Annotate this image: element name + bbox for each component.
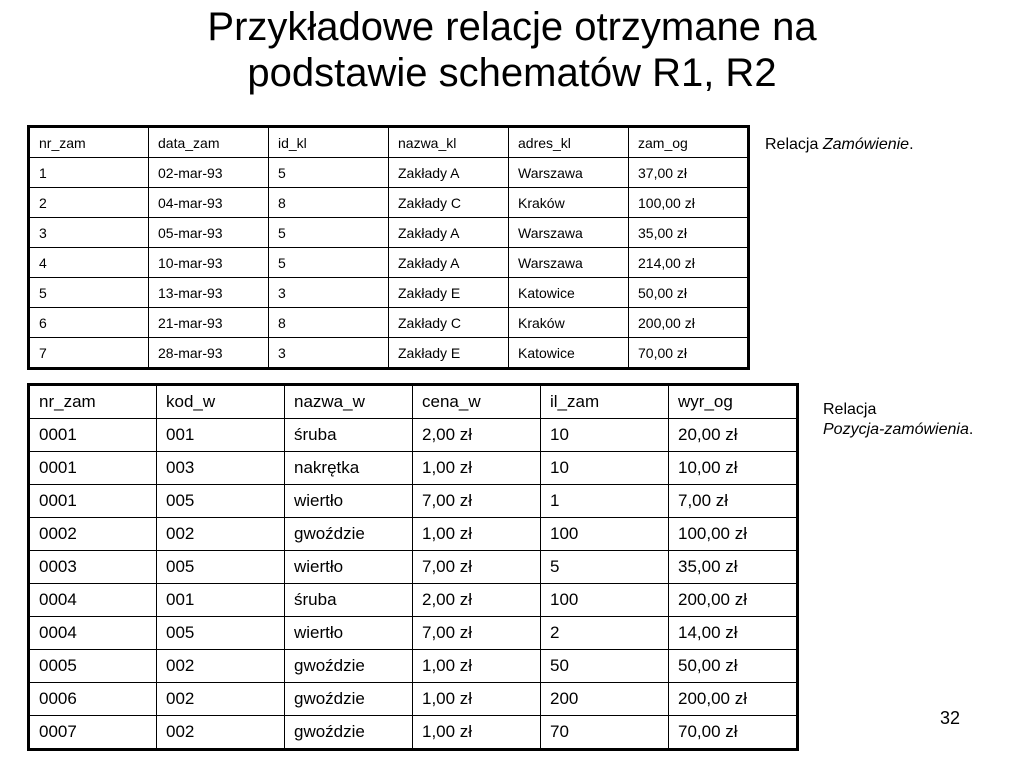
caption-zamowienie bbox=[765, 135, 914, 155]
column-header: adres_kl bbox=[509, 127, 629, 158]
table-cell: 1,00 zł bbox=[413, 650, 541, 683]
table-cell: 0004 bbox=[29, 584, 157, 617]
table-header-row bbox=[29, 385, 798, 419]
table-cell: 20,00 zł bbox=[669, 419, 798, 452]
table-cell: 002 bbox=[157, 683, 285, 716]
table-cell: 003 bbox=[157, 452, 285, 485]
table-cell: 0001 bbox=[29, 452, 157, 485]
table-cell: 35,00 zł bbox=[669, 551, 798, 584]
table-row bbox=[29, 584, 798, 617]
table-cell: Zakłady C bbox=[389, 188, 509, 218]
slide-title-line-1: Przykładowe relacje otrzymane na bbox=[207, 5, 817, 49]
column-header: nr_zam bbox=[29, 385, 157, 419]
caption-pozycja-prefix: Relacja bbox=[823, 401, 877, 418]
table-cell: 0004 bbox=[29, 617, 157, 650]
table-row bbox=[29, 308, 749, 338]
table-cell: 5 bbox=[29, 278, 149, 308]
column-header: cena_w bbox=[413, 385, 541, 419]
table-cell: Katowice bbox=[509, 278, 629, 308]
table-cell: Zakłady A bbox=[389, 248, 509, 278]
table-cell: gwoździe bbox=[285, 650, 413, 683]
table-cell: 10-mar-93 bbox=[149, 248, 269, 278]
table-zamowienie-body bbox=[29, 127, 749, 369]
table-cell: 002 bbox=[157, 518, 285, 551]
table-cell: 200,00 zł bbox=[669, 683, 798, 716]
table-cell: 200 bbox=[541, 683, 669, 716]
table-cell: gwoździe bbox=[285, 683, 413, 716]
table-cell: 04-mar-93 bbox=[149, 188, 269, 218]
table-cell: Kraków bbox=[509, 308, 629, 338]
table-cell: 10 bbox=[541, 452, 669, 485]
table-cell: 1,00 zł bbox=[413, 452, 541, 485]
table-cell: 5 bbox=[269, 218, 389, 248]
caption-zamowienie-prefix: Relacja bbox=[765, 136, 823, 153]
table-cell: 1,00 zł bbox=[413, 518, 541, 551]
table-row bbox=[29, 158, 749, 188]
column-header: il_zam bbox=[541, 385, 669, 419]
slide-title-line-2: podstawie schematów R1, R2 bbox=[247, 51, 777, 95]
table-cell: 100 bbox=[541, 584, 669, 617]
table-cell: Warszawa bbox=[509, 158, 629, 188]
table-row bbox=[29, 518, 798, 551]
table-cell: 4 bbox=[29, 248, 149, 278]
table-header-row bbox=[29, 127, 749, 158]
table-cell: 28-mar-93 bbox=[149, 338, 269, 369]
table-cell: 7 bbox=[29, 338, 149, 369]
table-cell: Warszawa bbox=[509, 218, 629, 248]
table-cell: 3 bbox=[29, 218, 149, 248]
column-header: nr_zam bbox=[29, 127, 149, 158]
table-cell: Zakłady E bbox=[389, 278, 509, 308]
table-cell: 6 bbox=[29, 308, 149, 338]
table-cell: 35,00 zł bbox=[629, 218, 749, 248]
page-number: 32 bbox=[940, 708, 961, 728]
table-cell: 005 bbox=[157, 485, 285, 518]
table-cell: 1 bbox=[29, 158, 149, 188]
table-cell: 001 bbox=[157, 584, 285, 617]
table-cell: Kraków bbox=[509, 188, 629, 218]
table-row bbox=[29, 278, 749, 308]
table-cell: 0002 bbox=[29, 518, 157, 551]
caption-pozycja-zamowienia bbox=[823, 400, 973, 440]
caption-pozycja-name: Pozycja-zamówienia bbox=[823, 421, 969, 438]
table-zamowienie bbox=[27, 125, 750, 370]
column-header: zam_og bbox=[629, 127, 749, 158]
column-header: nazwa_kl bbox=[389, 127, 509, 158]
table-cell: Katowice bbox=[509, 338, 629, 369]
table-cell: 02-mar-93 bbox=[149, 158, 269, 188]
table-cell: 1,00 zł bbox=[413, 683, 541, 716]
table-cell: 13-mar-93 bbox=[149, 278, 269, 308]
table-cell: 200,00 zł bbox=[629, 308, 749, 338]
table-cell: Zakłady E bbox=[389, 338, 509, 369]
table-row bbox=[29, 485, 798, 518]
table-cell: 3 bbox=[269, 278, 389, 308]
column-header: kod_w bbox=[157, 385, 285, 419]
table-cell: 0001 bbox=[29, 419, 157, 452]
table-cell: 1 bbox=[541, 485, 669, 518]
table-row bbox=[29, 650, 798, 683]
table-cell: 0003 bbox=[29, 551, 157, 584]
table-cell: 002 bbox=[157, 716, 285, 750]
table-cell: 0005 bbox=[29, 650, 157, 683]
table-cell: 0001 bbox=[29, 485, 157, 518]
table-cell: Zakłady A bbox=[389, 158, 509, 188]
column-header: data_zam bbox=[149, 127, 269, 158]
table-row bbox=[29, 452, 798, 485]
table-cell: wiertło bbox=[285, 485, 413, 518]
table-cell: 001 bbox=[157, 419, 285, 452]
caption-zamowienie-name: Zamówienie bbox=[822, 136, 910, 153]
caption-pozycja-suffix: . bbox=[968, 421, 974, 438]
table-row bbox=[29, 248, 749, 278]
table-row bbox=[29, 683, 798, 716]
table-cell: 7,00 zł bbox=[413, 485, 541, 518]
table-cell: 7,00 zł bbox=[413, 551, 541, 584]
table-cell: 10 bbox=[541, 419, 669, 452]
table-row bbox=[29, 218, 749, 248]
table-cell: Zakłady C bbox=[389, 308, 509, 338]
table-cell: 005 bbox=[157, 617, 285, 650]
caption-zamowienie-suffix: . bbox=[909, 136, 914, 153]
table-cell: 2 bbox=[541, 617, 669, 650]
table-cell: nakrętka bbox=[285, 452, 413, 485]
table-cell: 005 bbox=[157, 551, 285, 584]
table-pozycja-zamowienia bbox=[27, 383, 799, 751]
table-cell: 70,00 zł bbox=[669, 716, 798, 750]
table-cell: 37,00 zł bbox=[629, 158, 749, 188]
table-cell: 50 bbox=[541, 650, 669, 683]
table-cell: Zakłady A bbox=[389, 218, 509, 248]
table-row bbox=[29, 617, 798, 650]
column-header: wyr_og bbox=[669, 385, 798, 419]
table-row bbox=[29, 188, 749, 218]
slide-title bbox=[0, 4, 1024, 96]
table-cell: 0006 bbox=[29, 683, 157, 716]
table-cell: 70,00 zł bbox=[629, 338, 749, 369]
table-cell: 2 bbox=[29, 188, 149, 218]
table-cell: 100 bbox=[541, 518, 669, 551]
table-cell: 7,00 zł bbox=[669, 485, 798, 518]
table-cell: 100,00 zł bbox=[669, 518, 798, 551]
table-cell: 50,00 zł bbox=[669, 650, 798, 683]
table-row bbox=[29, 419, 798, 452]
table-row bbox=[29, 716, 798, 750]
table-cell: 100,00 zł bbox=[629, 188, 749, 218]
table-cell: 05-mar-93 bbox=[149, 218, 269, 248]
table-cell: 5 bbox=[541, 551, 669, 584]
table-row bbox=[29, 551, 798, 584]
table-cell: śruba bbox=[285, 584, 413, 617]
table-cell: 50,00 zł bbox=[629, 278, 749, 308]
table-cell: 21-mar-93 bbox=[149, 308, 269, 338]
table-row bbox=[29, 338, 749, 369]
table-cell: wiertło bbox=[285, 617, 413, 650]
table-cell: 14,00 zł bbox=[669, 617, 798, 650]
table-cell: 214,00 zł bbox=[629, 248, 749, 278]
table-cell: 3 bbox=[269, 338, 389, 369]
column-header: id_kl bbox=[269, 127, 389, 158]
table-cell: śruba bbox=[285, 419, 413, 452]
table-cell: gwoździe bbox=[285, 518, 413, 551]
table-cell: 2,00 zł bbox=[413, 419, 541, 452]
table-cell: wiertło bbox=[285, 551, 413, 584]
table-cell: Warszawa bbox=[509, 248, 629, 278]
column-header: nazwa_w bbox=[285, 385, 413, 419]
table-cell: 1,00 zł bbox=[413, 716, 541, 750]
table-cell: 2,00 zł bbox=[413, 584, 541, 617]
table-cell: 7,00 zł bbox=[413, 617, 541, 650]
table-cell: 0007 bbox=[29, 716, 157, 750]
table-cell: gwoździe bbox=[285, 716, 413, 750]
table-cell: 10,00 zł bbox=[669, 452, 798, 485]
table-cell: 002 bbox=[157, 650, 285, 683]
table-cell: 70 bbox=[541, 716, 669, 750]
table-pozycja-zamowienia-body bbox=[29, 385, 798, 750]
table-cell: 200,00 zł bbox=[669, 584, 798, 617]
table-cell: 5 bbox=[269, 158, 389, 188]
table-cell: 8 bbox=[269, 308, 389, 338]
table-cell: 5 bbox=[269, 248, 389, 278]
table-cell: 8 bbox=[269, 188, 389, 218]
